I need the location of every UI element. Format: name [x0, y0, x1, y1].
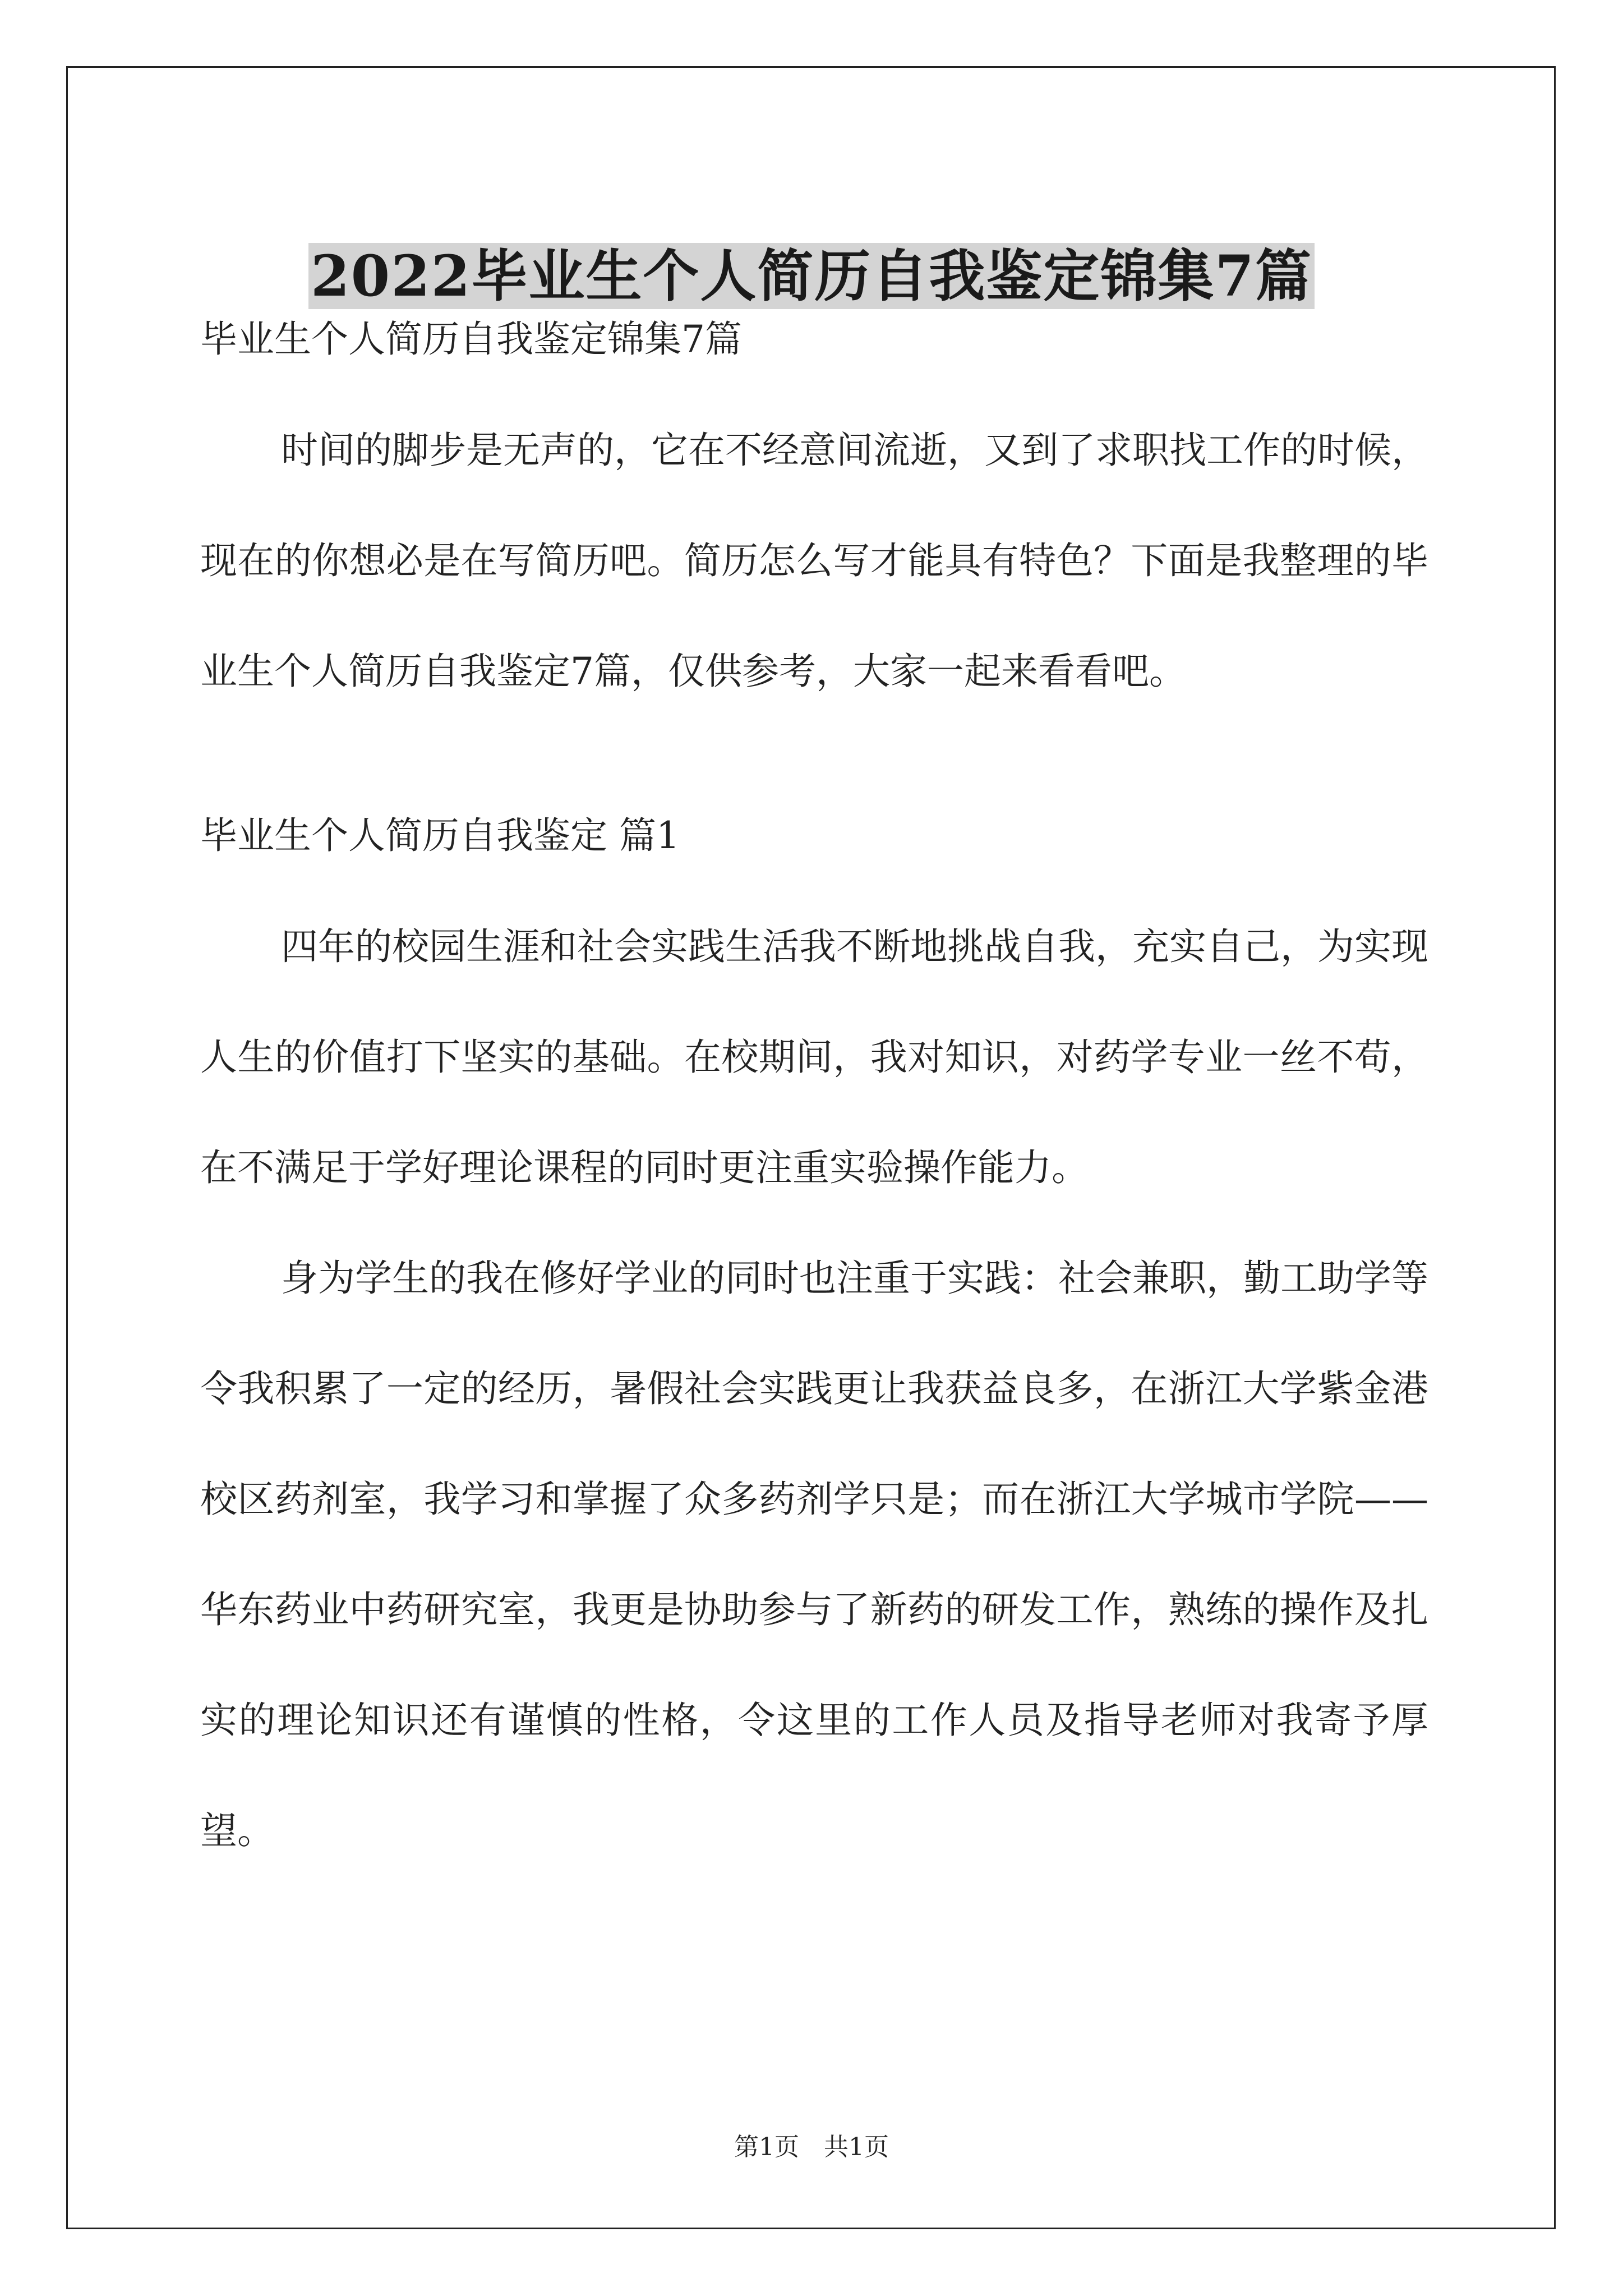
section-heading-1: 毕业生个人简历自我鉴定 篇1 [200, 814, 680, 857]
intro-paragraph: 时间的脚步是无声的，它在不经意间流逝，又到了求职找工作的时候，现在的你想必是在写简历吧。简历怎么写才能具有特色？下面是我整理的毕业生个人简历自我鉴定7篇，仅供参考，大家一起来看看吧。 [200, 429, 1428, 693]
document-body [200, 314, 1428, 1886]
section1-paragraph-1: 四年的校园生涯和社会实践生活我不断地挑战自我，充实自己，为实现人生的价值打下坚实的基础。在校期间，我对知识，对药学专业一丝不苟，在不满足于学好理论课程的同时更注重实验操作能力。 [200, 925, 1428, 1189]
document-subtitle: 毕业生个人简历自我鉴定锦集7篇 [200, 318, 742, 361]
document-title [0, 237, 1623, 315]
section1-paragraph-2: 身为学生的我在修好学业的同时也注重于实践：社会兼职，勤工助学等令我积累了一定的经历，暑假社会实践更让我获益良多，在浙江大学紫金港校区药剂室，我学习和掌握了众多药剂学只是；而在浙江大学城市学院——华东药业中药研究室，我更是协助参与了新药的研发工作，熟练的操作及扎实的理论知识还有谨慎的性格，令这里的工作人员及指导老师对我寄予厚望。 [200, 1257, 1428, 1852]
page-footer: 第1页 共1页 [734, 2133, 889, 2161]
document-title-text: 2022毕业生个人简历自我鉴定锦集7篇 [308, 243, 1315, 309]
